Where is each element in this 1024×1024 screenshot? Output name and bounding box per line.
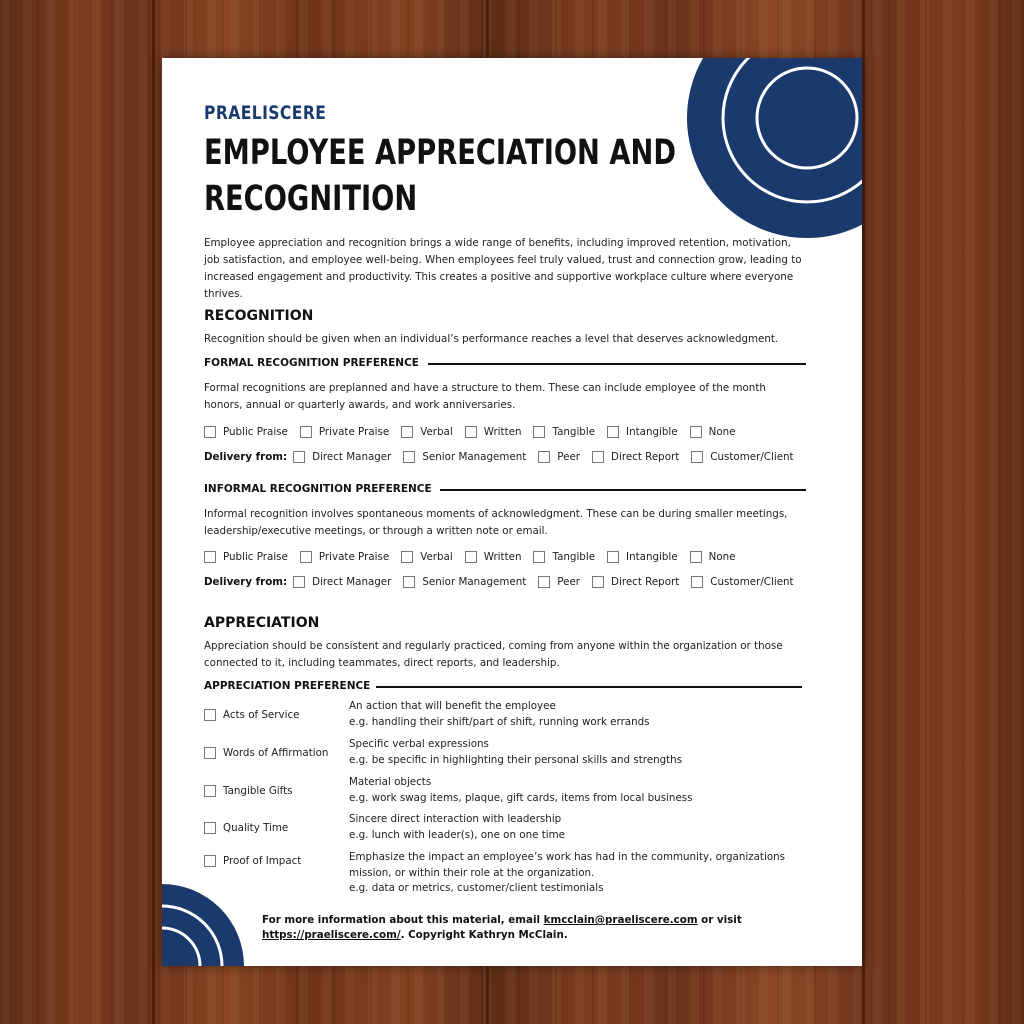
option-verbal[interactable]: Verbal: [401, 426, 453, 438]
intro-paragraph: Employee appreciation and recognition brings a wide range of benefits, including improved retention, motivation, job satisfaction, and employee well-being. When employees feel truly valued, trust and connection grow, leading to increased engagement and productivity. This creates a positive and supportive workplace culture where everyone thrives.: [204, 237, 802, 300]
option-senior-management[interactable]: Senior Management: [403, 451, 526, 463]
option-peer[interactable]: Peer: [538, 576, 580, 588]
checkbox[interactable]: [690, 551, 702, 563]
brand-name: PRAELISCERE: [204, 102, 327, 124]
checkbox[interactable]: [465, 426, 477, 438]
checkbox[interactable]: [204, 747, 216, 759]
option-public-praise[interactable]: Public Praise: [204, 426, 288, 438]
checkbox[interactable]: [204, 709, 216, 721]
concentric-circles-decoration: [682, 58, 862, 238]
checkbox[interactable]: [691, 451, 703, 463]
quality-time-option[interactable]: Quality Time: [204, 822, 288, 834]
checkbox[interactable]: [533, 551, 545, 563]
checkbox[interactable]: [401, 426, 413, 438]
appreciation-description: Appreciation should be consistent and regularly practiced, coming from anyone within the organization or those connected to it, including teammates, direct reports, and leadership.: [204, 640, 783, 669]
option-public-praise[interactable]: Public Praise: [204, 551, 288, 563]
option-written[interactable]: Written: [465, 426, 522, 438]
checkbox[interactable]: [403, 576, 415, 588]
option-verbal[interactable]: Verbal: [401, 551, 453, 563]
informal-delivery-options: [204, 573, 806, 591]
item-description: Material objects e.g. work swag items, plaque, gift cards, items from local business: [349, 776, 693, 804]
checkbox[interactable]: [204, 551, 216, 563]
option-private-praise[interactable]: Private Praise: [300, 551, 389, 563]
words-of-affirmation-option[interactable]: Words of Affirmation: [204, 747, 328, 759]
formal-recognition-heading: FORMAL RECOGNITION PREFERENCE: [204, 357, 419, 369]
item-description: An action that will benefit the employee e.g. handling their shift/part of shift, running work errands: [349, 700, 650, 728]
concentric-circles-decoration: [162, 870, 247, 966]
appreciation-heading: APPRECIATION: [204, 615, 320, 631]
delivery-label: Delivery from:: [204, 451, 288, 463]
option-tangible[interactable]: Tangible: [533, 426, 595, 438]
option-direct-report[interactable]: Direct Report: [592, 451, 679, 463]
checkbox[interactable]: [691, 576, 703, 588]
formal-delivery-options: [204, 448, 806, 466]
checkbox[interactable]: [592, 451, 604, 463]
checkbox[interactable]: [204, 822, 216, 834]
option-intangible[interactable]: Intangible: [607, 551, 678, 563]
checkbox[interactable]: [300, 551, 312, 563]
formal-type-options: [204, 423, 748, 441]
option-peer[interactable]: Peer: [538, 451, 580, 463]
checkbox[interactable]: [465, 551, 477, 563]
informal-recognition-heading: INFORMAL RECOGNITION PREFERENCE: [204, 483, 432, 495]
item-description: Sincere direct interaction with leadership e.g. lunch with leader(s), one on one time: [349, 813, 565, 841]
checkbox[interactable]: [293, 451, 305, 463]
checkbox[interactable]: [592, 576, 604, 588]
checkbox[interactable]: [403, 451, 415, 463]
title-line: RECOGNITION: [204, 179, 418, 219]
checkbox[interactable]: [204, 426, 216, 438]
informal-recognition-description: Informal recognition involves spontaneous moments of acknowledgment. These can be during smaller meetings, leadership/executive meetings, or through a written note or email.: [204, 508, 788, 537]
informal-type-options: [204, 548, 748, 566]
checkbox[interactable]: [538, 451, 550, 463]
wood-plank-seam: [152, 0, 155, 1024]
option-none[interactable]: None: [690, 551, 736, 563]
option-direct-manager[interactable]: Direct Manager: [293, 451, 391, 463]
acts-of-service-option[interactable]: Acts of Service: [204, 709, 299, 721]
formal-recognition-description: Formal recognitions are preplanned and have a structure to them. These can include employee of the month honors, annual or quarterly awards, and work anniversaries.: [204, 382, 766, 411]
website-link[interactable]: https://praeliscere.com/: [262, 929, 401, 941]
checkbox[interactable]: [690, 426, 702, 438]
checkbox[interactable]: [293, 576, 305, 588]
recognition-heading: RECOGNITION: [204, 308, 314, 324]
option-intangible[interactable]: Intangible: [607, 426, 678, 438]
item-description: Emphasize the impact an employee’s work has had in the community, organizations mission, or within their role at the organization. e.g. data or metrics, customer/client testimonials: [349, 851, 786, 894]
email-link[interactable]: kmcclain@praeliscere.com: [543, 914, 698, 926]
proof-of-impact-option[interactable]: Proof of Impact: [204, 855, 301, 867]
item-description: Specific verbal expressions e.g. be specific in highlighting their personal skills and strengths: [349, 738, 683, 766]
option-direct-report[interactable]: Direct Report: [592, 576, 679, 588]
checkbox[interactable]: [533, 426, 545, 438]
option-senior-management[interactable]: Senior Management: [403, 576, 526, 588]
option-customer-client[interactable]: Customer/Client: [691, 576, 793, 588]
option-customer-client[interactable]: Customer/Client: [691, 451, 793, 463]
wood-plank-seam: [862, 0, 865, 1024]
checkbox[interactable]: [401, 551, 413, 563]
heading-rule: [440, 489, 806, 491]
footer-note: For more information about this material, email kmcclain@praeliscere.com or visit https://praeliscere.com/. Copyright Kathryn McClain.: [262, 914, 742, 941]
appreciation-preference-heading: APPRECIATION PREFERENCE: [204, 680, 371, 692]
checkbox[interactable]: [538, 576, 550, 588]
option-none[interactable]: None: [690, 426, 736, 438]
page-title: [204, 130, 677, 222]
worksheet-page: [162, 58, 862, 966]
option-private-praise[interactable]: Private Praise: [300, 426, 389, 438]
checkbox[interactable]: [204, 785, 216, 797]
option-written[interactable]: Written: [465, 551, 522, 563]
checkbox[interactable]: [300, 426, 312, 438]
delivery-label: Delivery from:: [204, 576, 288, 588]
checkbox[interactable]: [607, 551, 619, 563]
option-direct-manager[interactable]: Direct Manager: [293, 576, 391, 588]
heading-rule: [376, 686, 802, 688]
checkbox[interactable]: [607, 426, 619, 438]
option-tangible[interactable]: Tangible: [533, 551, 595, 563]
title-line: EMPLOYEE APPRECIATION AND: [204, 133, 677, 173]
checkbox[interactable]: [204, 855, 216, 867]
heading-rule: [428, 363, 806, 365]
recognition-description: Recognition should be given when an individual’s performance reaches a level that deserves acknowledgment.: [204, 333, 779, 345]
tangible-gifts-option[interactable]: Tangible Gifts: [204, 785, 293, 797]
